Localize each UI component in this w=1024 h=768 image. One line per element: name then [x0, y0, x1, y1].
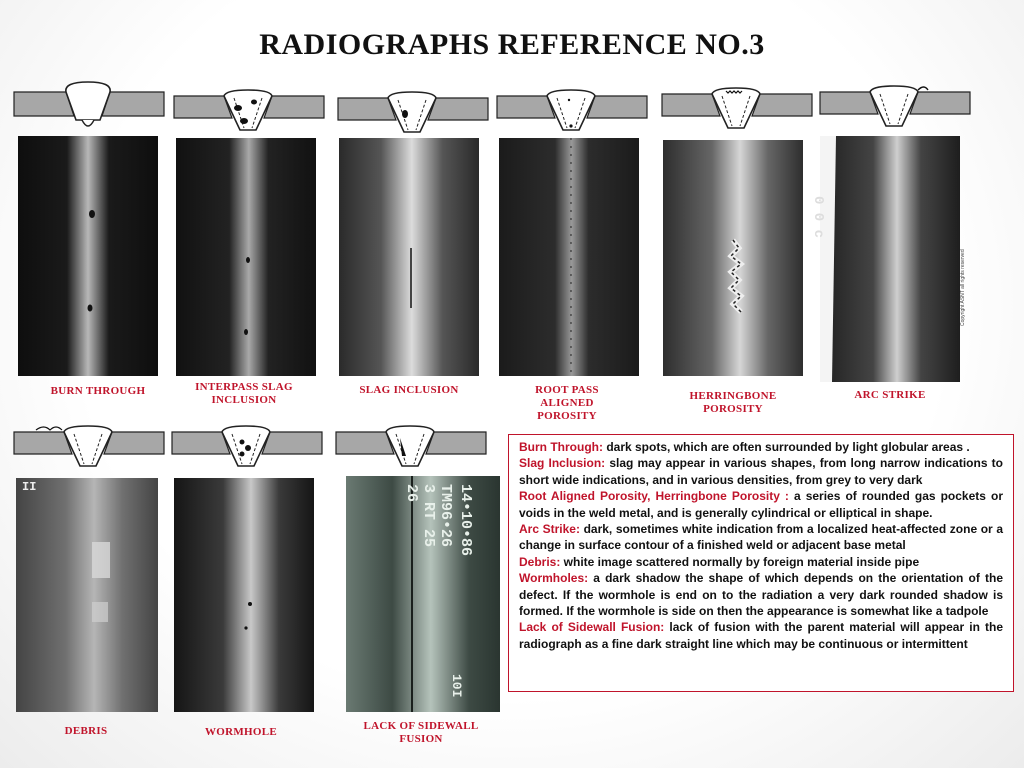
- legend-term: Lack of Sidewall Fusion:: [519, 620, 665, 635]
- legend-entry-porosity: [519, 488, 1003, 521]
- caption-wormhole: WORMHOLE: [204, 726, 278, 738]
- legend-term: Slag Inclusion:: [519, 456, 606, 471]
- caption-herringbone: [663, 390, 803, 416]
- weld-diagram-wormhole: [172, 424, 322, 476]
- caption-line: INTERPASS SLAG: [195, 381, 293, 393]
- caption-slag-inclusion: SLAG INCLUSION: [359, 384, 459, 396]
- legend-text: a series of rounded gas pockets or voids in the weld metal, and is generally cylindrical or elliptical in shape.: [519, 489, 1003, 520]
- radiograph-slag-inclusion: [339, 138, 479, 376]
- legend-text: dark, sometimes white indication from a localized heat-affected zone or a change in surface contour of a finished weld or adjacent base metal: [519, 522, 1003, 553]
- caption-lack-of-sidewall-fusion: [346, 720, 496, 746]
- radiograph-lack-of-sidewall-fusion: [346, 476, 500, 712]
- radiograph-debris: [16, 478, 158, 712]
- radiograph-arc-strike: [810, 136, 960, 382]
- caption-line: ALIGNED: [540, 397, 594, 409]
- caption-line: HERRINGBONE: [689, 390, 777, 402]
- image-credit: Copyright ASNT all rights reserved: [960, 249, 966, 326]
- legend-entry-wormholes: [519, 570, 1003, 619]
- page-title: RADIOGRAPHS REFERENCE NO.3: [259, 28, 765, 61]
- caption-burn-through: BURN THROUGH: [50, 385, 146, 397]
- lack-fusion-film-date: 14•10•86: [457, 484, 474, 557]
- legend-entry-lack-of-sidewall-fusion: [519, 619, 1003, 652]
- radiograph-wormhole: [174, 478, 314, 712]
- caption-line: POROSITY: [703, 403, 763, 415]
- legend-entry-burn-through: [519, 439, 1003, 455]
- lack-fusion-film-corner: 10I: [449, 674, 464, 698]
- weld-diagram-slag-inclusion: [338, 90, 488, 142]
- caption-line: LACK OF SIDEWALL: [363, 720, 479, 732]
- legend-entry-debris: [519, 554, 1003, 570]
- weld-diagram-herringbone: [662, 86, 812, 138]
- caption-arc-strike: ARC STRIKE: [854, 389, 926, 401]
- caption-interpass-slag: [174, 381, 314, 407]
- legend-text: lack of fusion with the parent material will appear in the radiograph as a fine dark straight line which may be continuous or intermittent: [519, 620, 1003, 651]
- caption-line: INCLUSION: [211, 394, 277, 406]
- legend-text: white image scattered normally by foreign material inside pipe: [560, 554, 920, 569]
- radiograph-herringbone: [663, 140, 803, 376]
- caption-root-pass-porosity: [497, 384, 637, 423]
- weld-diagram-burn-through: [14, 82, 164, 134]
- weld-diagram-root-pass-porosity: [497, 88, 647, 140]
- caption-line: FUSION: [399, 733, 443, 745]
- weld-diagram-arc-strike: [820, 84, 970, 136]
- legend-term: Burn Through:: [519, 440, 603, 454]
- lack-fusion-film-code: TM96•26 3 RT 25 26: [403, 484, 454, 548]
- weld-diagram-interpass-slag: [174, 88, 324, 140]
- legend-entry-slag-inclusion: [519, 455, 1003, 488]
- radiograph-interpass-slag: [176, 138, 316, 376]
- defect-legend-box: [508, 434, 1014, 692]
- legend-text: a dark shadow the shape of which depends on the orientation of the defect. If the wormhole is end on to the radiation a very dark rounded shadow is formed. If the wormhole is side on then the appearance is somewhat like a tadpole: [519, 571, 1003, 619]
- radiograph-root-pass-porosity: [499, 138, 639, 376]
- caption-line: ROOT PASS: [535, 384, 599, 396]
- arc-strike-film-marks: 0 0 c: [810, 196, 826, 239]
- legend-text: dark spots, which are often surrounded by light globular areas .: [602, 440, 970, 454]
- legend-text: slag may appear in various shapes, from long narrow indications to short wide indications, and in various densities, from grey to very dark: [519, 456, 1003, 487]
- legend-term: Arc Strike:: [519, 522, 580, 537]
- legend-entry-arc-strike: [519, 521, 1003, 554]
- weld-diagram-debris: [14, 424, 164, 476]
- caption-line: POROSITY: [537, 410, 597, 422]
- debris-film-mark: II: [22, 480, 37, 494]
- caption-debris: DEBRIS: [64, 725, 108, 737]
- legend-term: Root Aligned Porosity, Herringbone Porosity :: [519, 489, 789, 504]
- radiograph-burn-through: [18, 136, 158, 376]
- legend-term: Debris:: [519, 554, 561, 569]
- weld-diagram-lack-of-sidewall-fusion: [336, 424, 486, 476]
- legend-term: Wormholes:: [519, 571, 589, 586]
